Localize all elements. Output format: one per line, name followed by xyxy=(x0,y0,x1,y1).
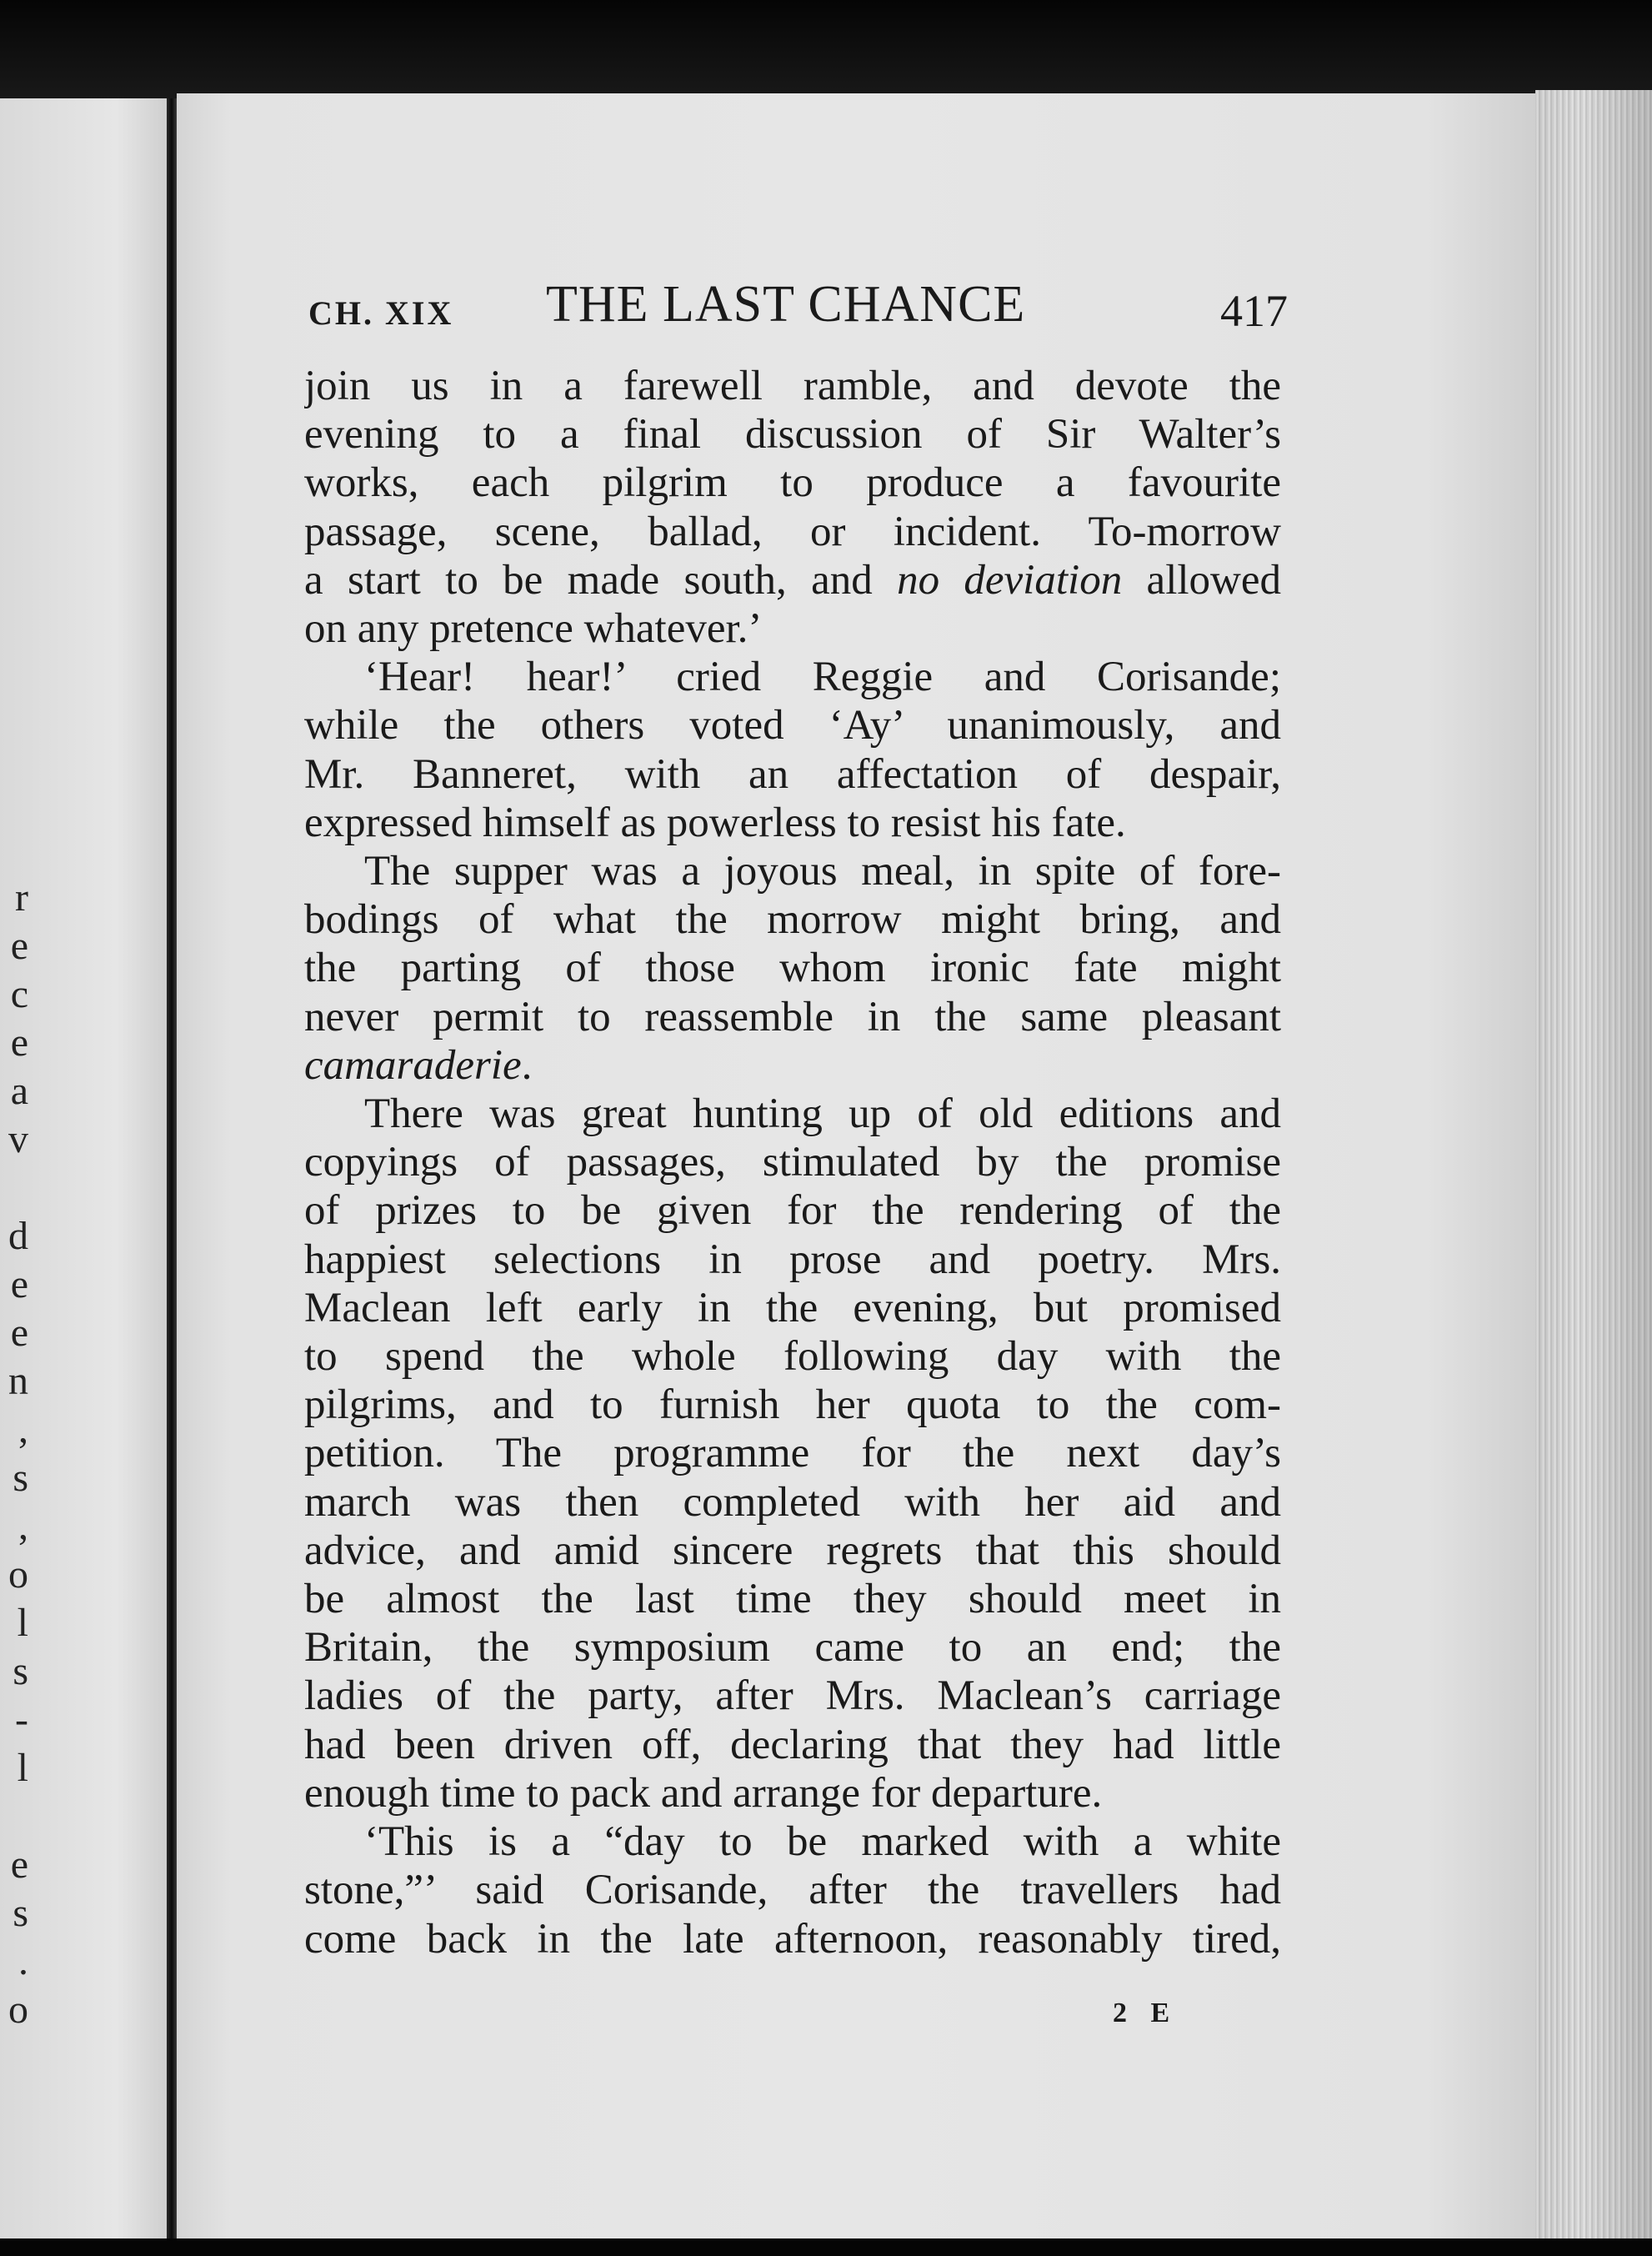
book-gutter xyxy=(167,98,177,2238)
text-line: ‘Hear! hear!’ cried Reggie and Corisande; xyxy=(364,654,1281,701)
body-text xyxy=(304,362,1281,1996)
facing-page-char: , xyxy=(18,1407,28,1451)
text-line: enough time to pack and arrange for departure. xyxy=(304,1769,1103,1817)
facing-page-char: c xyxy=(10,972,28,1016)
text-line: ladies of the party, after Mrs. Maclean’s carriage xyxy=(304,1672,1281,1720)
text-line: come back in the late afternoon, reasonably tired, xyxy=(304,1915,1281,1963)
facing-page-char: l xyxy=(17,1746,28,1790)
text-line xyxy=(304,1041,1281,1090)
text-line: to spend the whole following day with the xyxy=(304,1333,1281,1381)
facing-page-char: e xyxy=(10,1020,28,1065)
text-line: while the others voted ‘Ay’ unanimously, and xyxy=(304,702,1281,749)
facing-page-char: s xyxy=(13,1649,28,1693)
text-line: bodings of what the morrow might bring, and xyxy=(304,896,1281,944)
text-line: be almost the last time they should meet in xyxy=(304,1576,1281,1623)
facing-page-char: n xyxy=(8,1359,28,1403)
text-line: passage, scene, ballad, or incident. To-morrow xyxy=(304,508,1281,555)
facing-page-char: e xyxy=(10,1262,28,1306)
facing-page-char: o xyxy=(8,1552,28,1597)
facing-page-char: , xyxy=(18,1504,28,1548)
facing-page-char: a xyxy=(10,1069,28,1113)
running-title: THE LAST CHANCE xyxy=(546,276,1026,333)
text-line: evening to a final discussion of Sir Walter’s xyxy=(304,411,1281,459)
italic-text-run: camaraderie xyxy=(304,1041,522,1089)
facing-page-char: o xyxy=(8,1988,28,2032)
facing-page-char: e xyxy=(10,1842,28,1887)
text-line: happiest selections in prose and poetry. Mrs. xyxy=(304,1236,1281,1283)
text-line: march was then completed with her aid and xyxy=(304,1478,1281,1526)
text-line: Britain, the symposium came to an end; the xyxy=(304,1624,1281,1672)
text-line: petition. The programme for the next day’s xyxy=(304,1430,1281,1477)
text-run: . xyxy=(521,1041,533,1089)
facing-page-char: e xyxy=(10,924,28,968)
text-run: allowed xyxy=(1122,556,1281,604)
text-run: a start to be made south, and xyxy=(304,556,898,604)
text-line: had been driven off, declaring that they had little xyxy=(304,1721,1281,1768)
text-line: the parting of those whom ironic fate might xyxy=(304,945,1281,992)
signature-mark: 2 E xyxy=(1113,1998,1179,2028)
text-line: pilgrims, and to furnish her quota to the com- xyxy=(304,1381,1281,1429)
facing-page-char: . xyxy=(18,1939,28,1983)
text-line: join us in a farewell ramble, and devote the xyxy=(304,363,1281,409)
facing-page-char: s xyxy=(13,1891,28,1935)
page-edges-shadow xyxy=(1535,90,1652,2238)
text-line: Maclean left early in the evening, but promised xyxy=(304,1284,1281,1331)
text-line xyxy=(304,556,1281,604)
facing-page-fragment xyxy=(0,98,167,2238)
facing-page-char: e xyxy=(10,1311,28,1355)
text-line: copyings of passages, stimulated by the promise xyxy=(304,1139,1281,1186)
facing-page-char xyxy=(0,1792,30,1841)
text-line: ‘This is a “day to be marked with a white xyxy=(364,1818,1281,1866)
text-line: works, each pilgrim to produce a favourite xyxy=(304,459,1281,507)
facing-page-char: r xyxy=(15,875,28,920)
text-line: stone,”’ said Corisande, after the travellers had xyxy=(304,1867,1281,1914)
facing-page-char: d xyxy=(8,1214,28,1258)
chapter-label: CH. XIX xyxy=(308,294,454,332)
scan-top-border xyxy=(0,0,1652,104)
running-header xyxy=(308,275,1288,342)
text-line: advice, and amid sincere regrets that this should xyxy=(304,1527,1281,1574)
scan-bottom-border xyxy=(0,2238,1652,2256)
facing-page-text-fragment xyxy=(0,874,30,2124)
text-line: of prizes to be given for the rendering of the xyxy=(304,1187,1281,1235)
facing-page-char: s xyxy=(13,1456,28,1500)
text-line: never permit to reassemble in the same pleasant xyxy=(304,993,1281,1040)
text-line: There was great hunting up of old editions and xyxy=(364,1090,1281,1138)
text-line: expressed himself as powerless to resist his fate. xyxy=(304,799,1126,846)
facing-page-char: l xyxy=(17,1601,28,1645)
text-line: Mr. Banneret, with an affectation of despair, xyxy=(304,750,1281,798)
page-number: 417 xyxy=(1220,286,1288,336)
text-line: on any pretence whatever.’ xyxy=(304,605,763,653)
facing-page-char: v xyxy=(8,1117,28,1161)
facing-page-char xyxy=(0,1164,30,1212)
facing-page-char: - xyxy=(15,1697,28,1742)
text-line: The supper was a joyous meal, in spite of fore- xyxy=(364,848,1281,895)
italic-text-run: no deviation xyxy=(897,556,1123,604)
